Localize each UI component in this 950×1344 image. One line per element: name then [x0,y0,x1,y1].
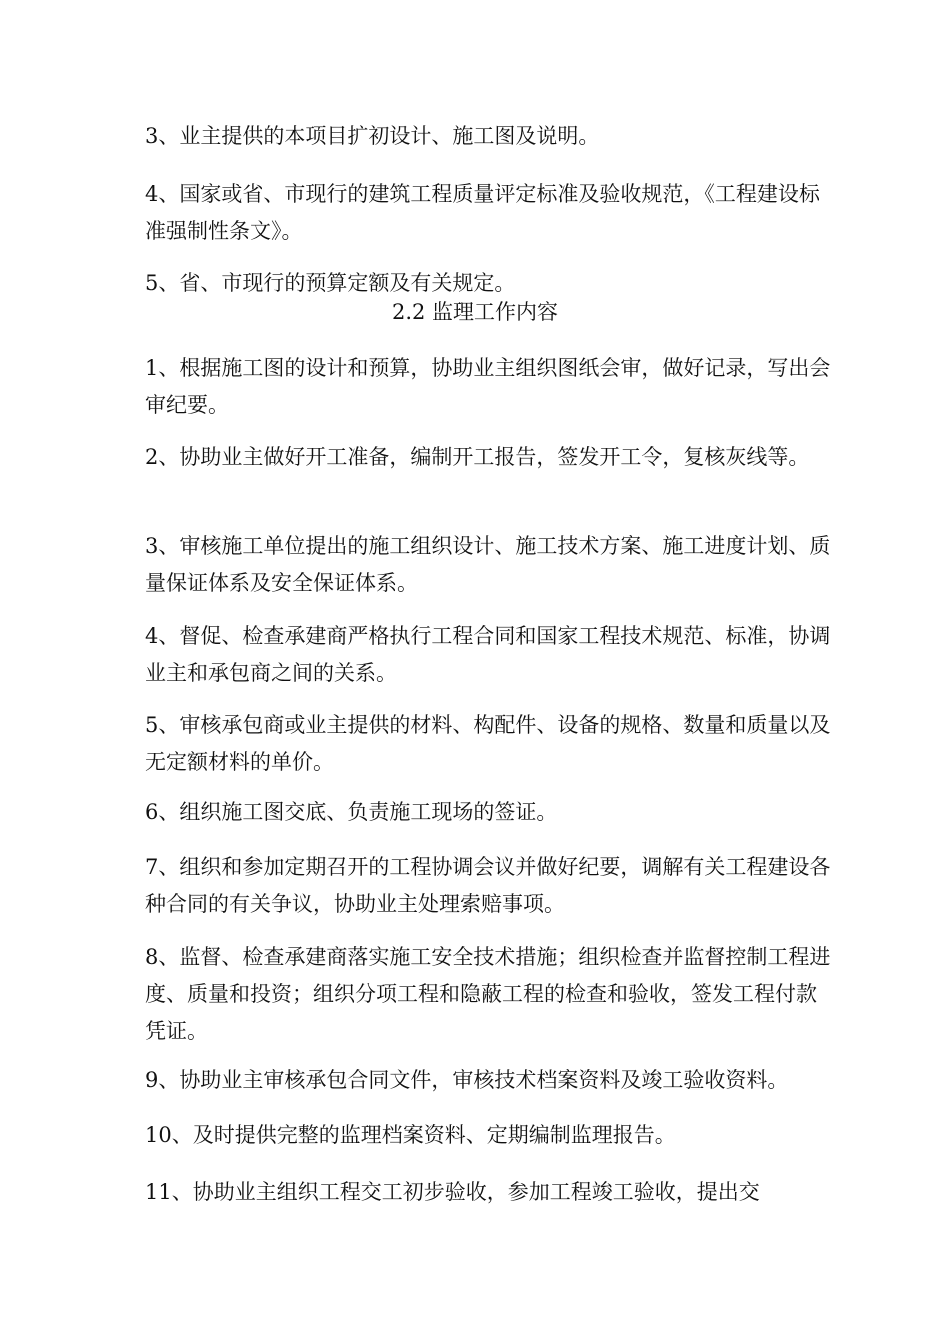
paragraph-item-6: 6、组织施工图交底、负责施工现场的签证。 [145,800,558,824]
paragraph-item-10: 10、及时提供完整的监理档案资料、定期编制监理报告。 [145,1123,676,1147]
paragraph-item-9: 9、协助业主审核承包合同文件，审核技术档案资料及竣工验收资料。 [145,1068,789,1092]
paragraph-item-8: 8、监督、检查承建商落实施工安全技术措施；组织检查并监督控制工程进度、质量和投资；组织分项工程和隐蔽工程的检查和验收，签发工程付款凭证。 [145,945,831,1043]
paragraph-item-4: 4、督促、检查承建商严格执行工程合同和国家工程技术规范、标准，协调业主和承包商之间的关系。 [145,624,831,685]
paragraph-item-5: 5、审核承包商或业主提供的材料、构配件、设备的规格、数量和质量以及无定额材料的单价。 [145,713,831,774]
paragraph-item-2: 2、协助业主做好开工准备，编制开工报告，签发开工令，复核灰线等。 [145,445,810,469]
section-heading: 2.2 监理工作内容 [391,300,559,324]
paragraph-basis-4: 4、国家或省、市现行的建筑工程质量评定标准及验收规范，《工程建设标准强制性条文》。 [145,182,820,243]
paragraph-basis-5: 5、省、市现行的预算定额及有关规定。 [145,271,516,295]
paragraph-basis-3: 3、业主提供的本项目扩初设计、施工图及说明。 [145,124,600,148]
paragraph-item-11: 11、协助业主组织工程交工初步验收，参加工程竣工验收，提出交 [145,1180,760,1204]
paragraph-item-3: 3、审核施工单位提出的施工组织设计、施工技术方案、施工进度计划、质量保证体系及安全保证体系。 [145,534,831,595]
paragraph-item-1: 1、根据施工图的设计和预算，协助业主组织图纸会审，做好记录，写出会审纪要。 [145,356,831,417]
paragraph-item-7: 7、组织和参加定期召开的工程协调会议并做好纪要，调解有关工程建设各种合同的有关争议，协助业主处理索赔事项。 [145,855,831,916]
